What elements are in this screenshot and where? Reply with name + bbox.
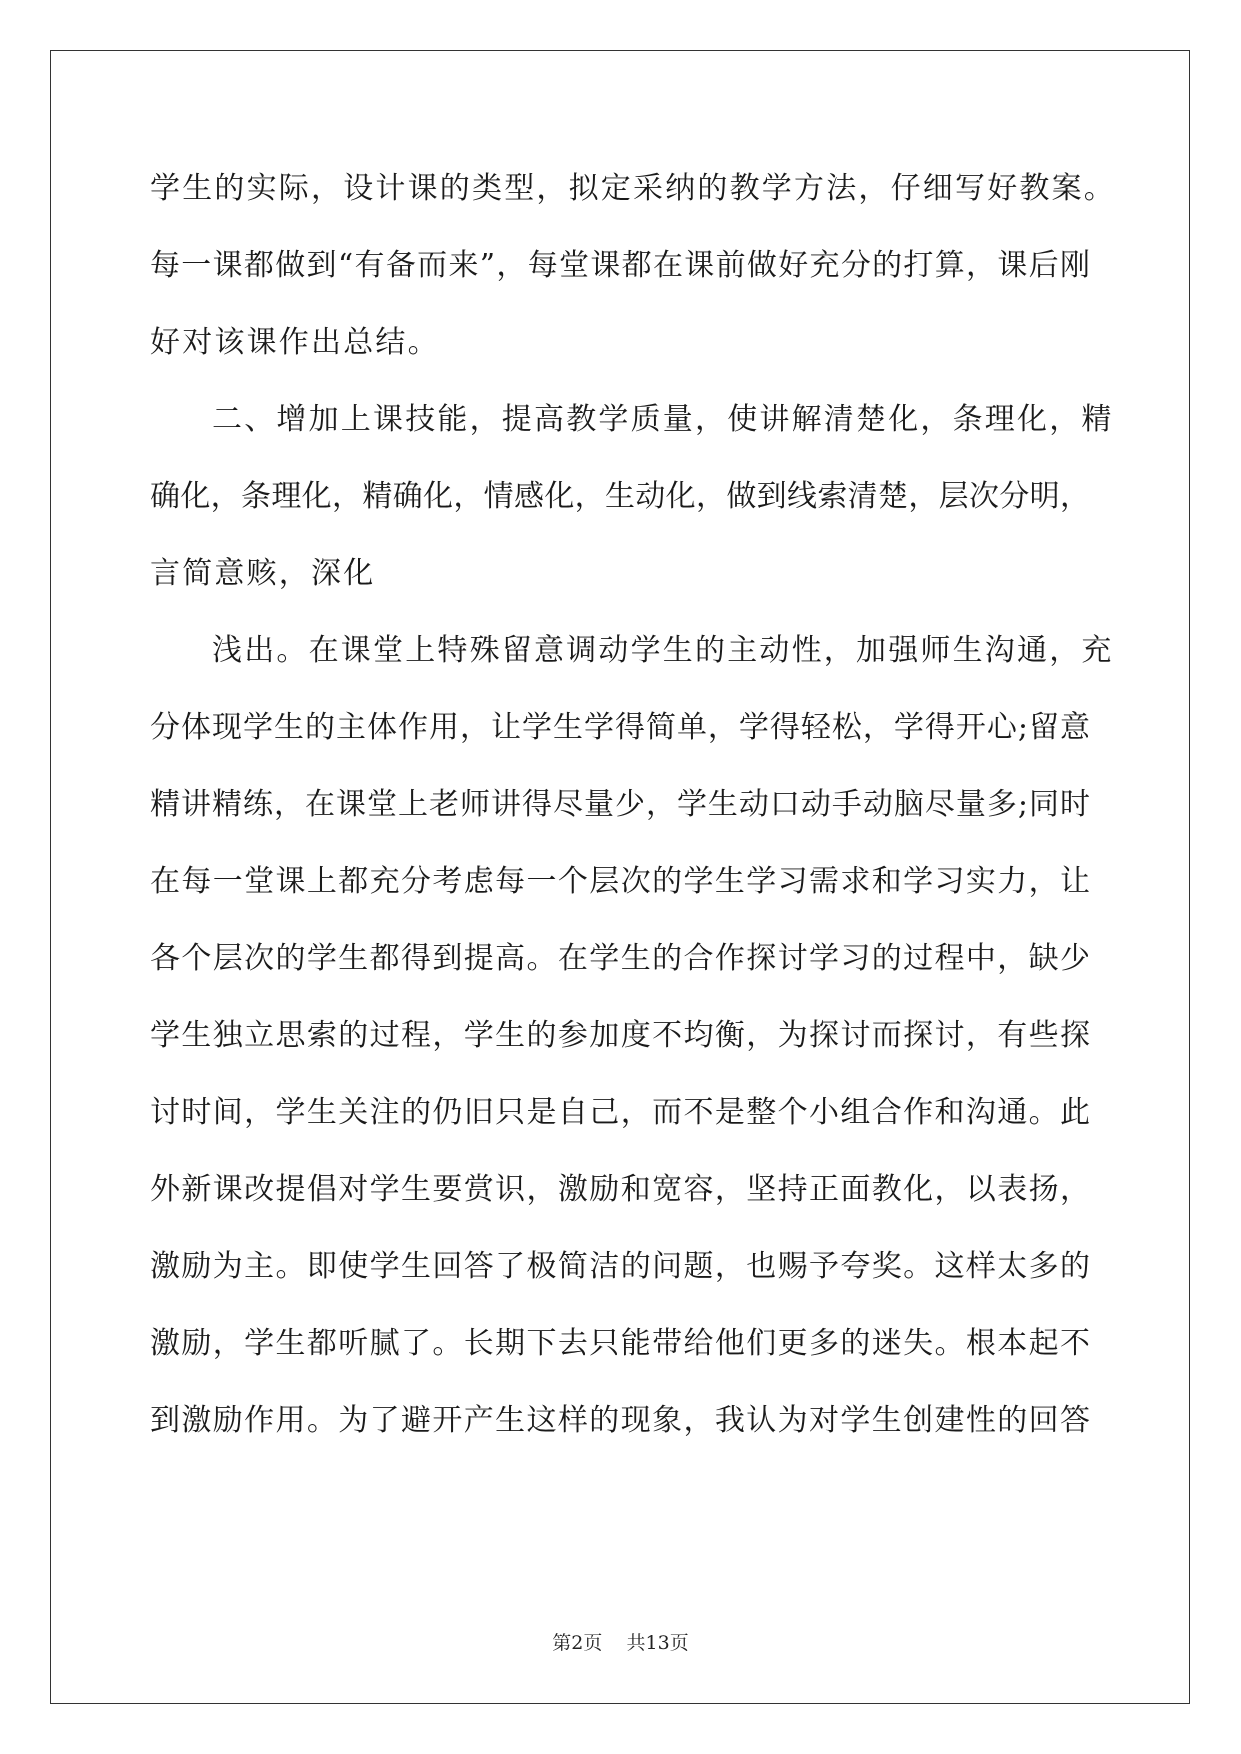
text-line: 分体现学生的主体作用，让学生学得简单，学得轻松，学得开心;留意 [150, 710, 1090, 745]
text-line: 激励，学生都听腻了。长期下去只能带给他们更多的迷失。根本起不 [150, 1326, 1090, 1361]
text-line: 二、增加上课技能，提高教学质量，使讲解清楚化，条理化，精 [212, 402, 1114, 437]
text-line: 言简意赅，深化 [150, 556, 376, 591]
text-line: 学生的实际，设计课的类型，拟定采纳的教学方法，仔细写好教案。 [150, 171, 1116, 206]
page-footer [0, 1628, 1241, 1655]
text-line: 激励为主。即使学生回答了极简洁的问题，也赐予夸奖。这样太多的 [150, 1249, 1090, 1284]
text-line: 各个层次的学生都得到提高。在学生的合作探讨学习的过程中，缺少 [150, 941, 1090, 976]
text-line: 外新课改提倡对学生要赏识，激励和宽容，坚持正面教化，以表扬， [150, 1172, 1090, 1207]
text-line: 每一课都做到“有备而来”，每堂课都在课前做好充分的打算，课后刚 [150, 248, 1090, 283]
text-line: 讨时间，学生关注的仍旧只是自己，而不是整个小组合作和沟通。此 [150, 1095, 1090, 1130]
text-line: 好对该课作出总结。 [150, 325, 440, 360]
text-line: 确化，条理化，精确化，情感化，生动化，做到线索清楚，层次分明， [150, 479, 1090, 514]
text-line: 学生独立思索的过程，学生的参加度不均衡，为探讨而探讨，有些探 [150, 1018, 1090, 1053]
text-line: 浅出。在课堂上特殊留意调动学生的主动性，加强师生沟通，充 [212, 633, 1114, 668]
text-line: 在每一堂课上都充分考虑每一个层次的学生学习需求和学习实力，让 [150, 864, 1090, 899]
page-number: 第2页 [552, 1632, 603, 1654]
page-total: 共13页 [626, 1632, 689, 1654]
text-line: 精讲精练，在课堂上老师讲得尽量少，学生动口动手动脑尽量多;同时 [150, 787, 1090, 822]
text-line: 到激励作用。为了避开产生这样的现象，我认为对学生创建性的回答 [150, 1403, 1090, 1438]
document-body [150, 150, 1116, 1459]
